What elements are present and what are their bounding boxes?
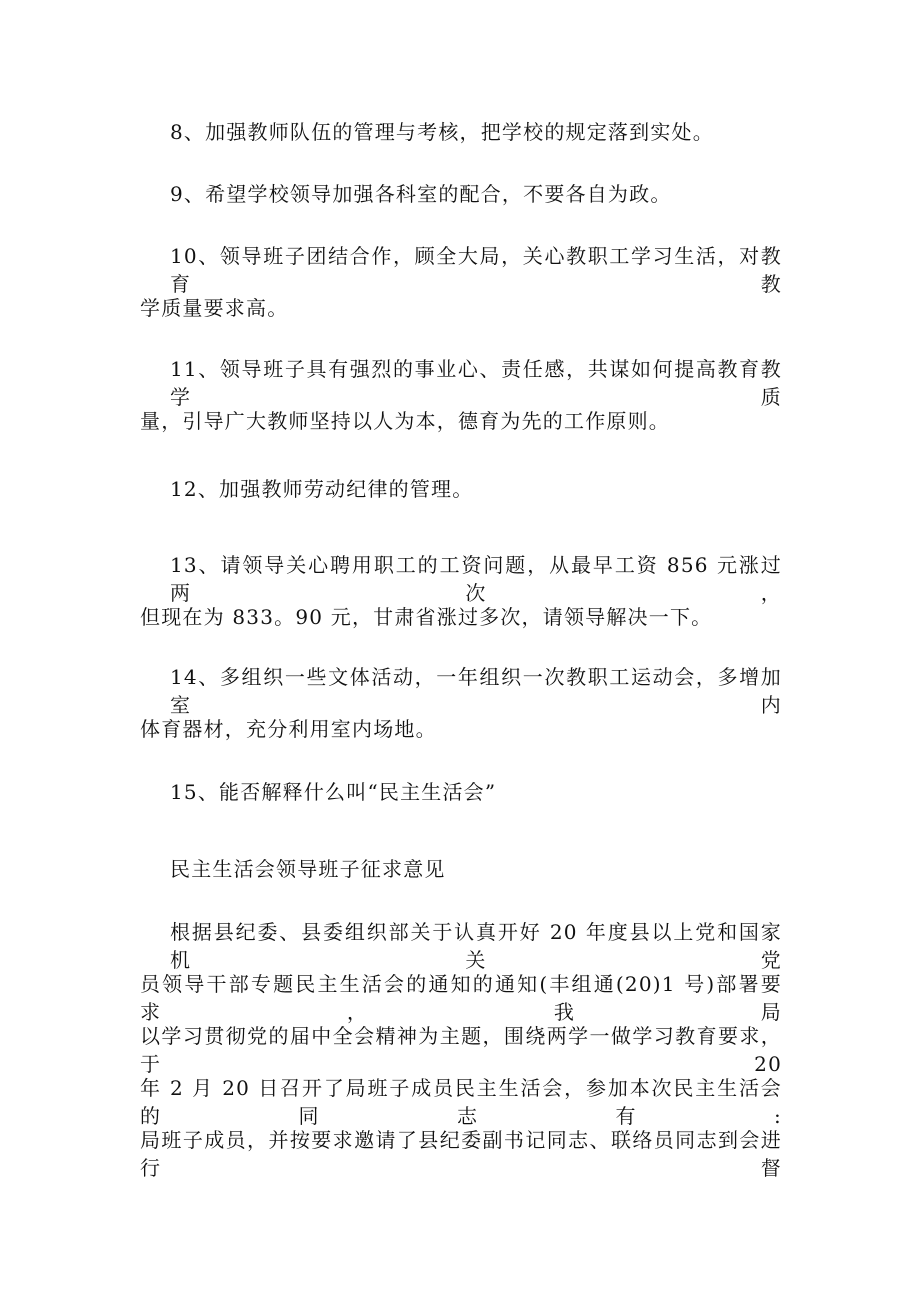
list-item: 14、多组织一些文体活动，一年组织一次教职工运动会，多增加室内 <box>170 665 782 717</box>
list-item-continuation: 学质量要求高。 <box>140 296 289 320</box>
list-item: 8、加强教师队伍的管理与考核，把学校的规定落到实处。 <box>170 120 714 144</box>
list-item: 11、领导班子具有强烈的事业心、责任感，共谋如何提高教育教学质 <box>170 357 782 409</box>
list-item: 13、请领导关心聘用职工的工资问题，从最早工资 856 元涨过两次， <box>170 553 782 605</box>
list-item-continuation: 量，引导广大教师坚持以人为本，德育为先的工作原则。 <box>140 409 670 433</box>
list-item-continuation: 但现在为 833。90 元，甘肃省涨过多次，请领导解决一下。 <box>140 605 713 629</box>
list-item: 12、加强教师劳动纪律的管理。 <box>170 477 474 501</box>
section-title: 民主生活会领导班子征求意见 <box>170 857 446 881</box>
body-line: 局班子成员，并按要求邀请了县纪委副书记同志、联络员同志到会进行督 <box>140 1128 782 1180</box>
list-item: 9、希望学校领导加强各科室的配合，不要各自为政。 <box>170 182 672 206</box>
list-item-continuation: 体育器材，充分利用室内场地。 <box>140 717 437 741</box>
body-line: 年 2 月 20 日召开了局班子成员民主生活会，参加本次民主生活会的同志有: <box>140 1076 782 1128</box>
list-item: 15、能否解释什么叫“民主生活会” <box>170 780 497 804</box>
body-line: 以学习贯彻党的届中全会精神为主题，围绕两学一做学习教育要求，于 20 <box>140 1024 782 1076</box>
body-line: 根据县纪委、县委组织部关于认真开好 20 年度县以上党和国家机关党 <box>170 920 782 972</box>
body-line: 员领导干部专题民主生活会的通知的通知(丰组通(20)1 号)部署要求，我局 <box>140 972 782 1024</box>
list-item: 10、领导班子团结合作，顾全大局，关心教职工学习生活，对教育教 <box>170 244 782 296</box>
